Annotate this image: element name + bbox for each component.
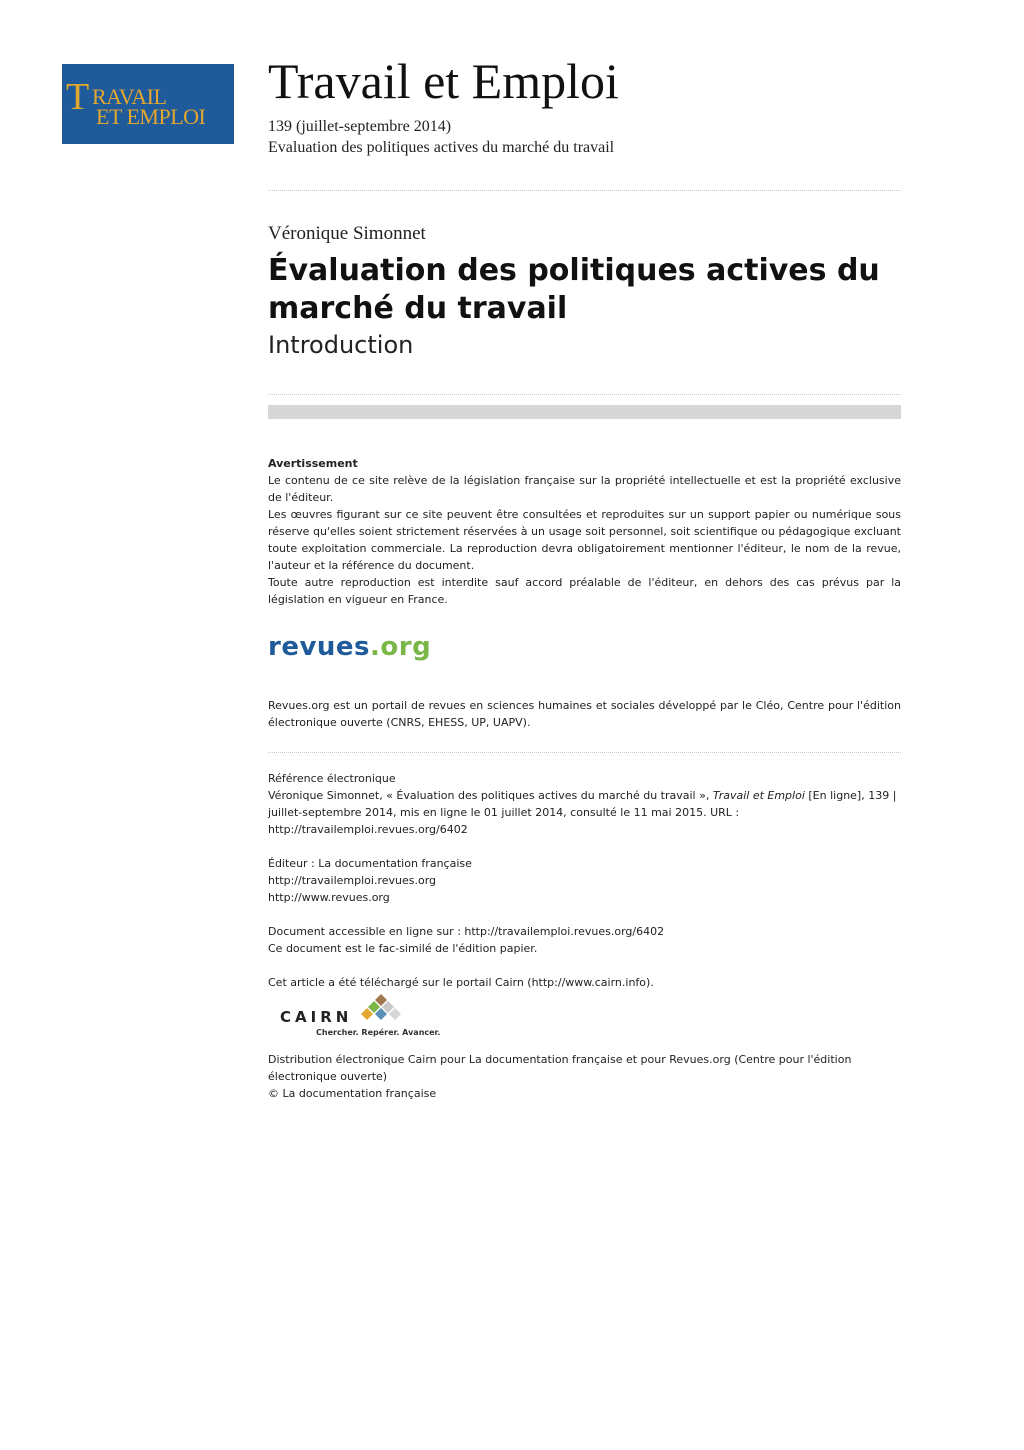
journal-logo-line1: RAVAIL [92,84,167,109]
cairn-logo-text: CAIRN [280,1008,353,1026]
warning-notice [268,455,901,608]
editor-line: Éditeur : La documentation française [268,857,472,870]
revues-url-link[interactable]: http://www.revues.org [268,891,390,904]
article-subtitle: Introduction [268,331,414,359]
distribution-notice [268,1051,901,1102]
warning-paragraph: Toute autre reproduction est interdite sauf accord préalable de l'éditeur, en dehors des cas prévus par la législation en vigueur en France. [268,576,901,606]
divider [268,394,901,395]
divider [268,752,901,753]
article-title: Évaluation des politiques actives du marché du travail [268,253,880,326]
revues-logo-org: org [380,632,432,662]
journal-title: Travail et Emploi [268,53,619,109]
divider [268,190,901,191]
issue-theme: Evaluation des politiques actives du marché du travail [268,139,615,156]
reference-label: Référence électronique [268,772,396,785]
accessible-online: Document accessible en ligne sur : http://travailemploi.revues.org/6402 [268,925,665,938]
warning-paragraph: Les œuvres figurant sur ce site peuvent être consultées et reproduites sur un support papier ou numérique sous réserve qu'elles soient strictement réservées à un usage soit personnel, soit scientifique ou pédagogique excluant toute exploitation commerciale. La reproduction devra obligatoirement mentionner l'éditeur, le nom de la revue, l'auteur et la référence du document. [268,508,901,572]
revues-org-logo[interactable] [268,632,431,662]
journal-url-link[interactable]: http://travailemploi.revues.org [268,874,437,887]
journal-logo-line2: ET EMPLOI [96,104,206,129]
cairn-tagline: Chercher. Repérer. Avancer. [316,1028,441,1037]
journal-logo-initial: T [66,76,90,118]
revues-description: Revues.org est un portail de revues en sciences humaines et sociales développé par le Cléo, Centre pour l'édition électronique ouverte (CNRS, EHESS, UP, UAPV). [268,699,901,729]
grey-banner [268,405,901,419]
citation-details: [En ligne], 139 | juillet-septembre 2014, mis en ligne le 01 juillet 2014, consulté le 11 mai 2015. URL : http://travailemploi.revues.org/6402 [268,789,897,836]
citation-text: Véronique Simonnet, « Évaluation des politiques actives du marché du travail », [268,789,713,802]
article-author: Véronique Simonnet [268,223,426,244]
distribution-text: Distribution électronique Cairn pour La documentation française et pour Revues.org (Centre pour l'édition électronique ouverte) [268,1053,852,1083]
journal-logo [62,64,234,144]
warning-paragraph: Le contenu de ce site relève de la législation française sur la propriété intellectuelle et est la propriété exclusive de l'éditeur. [268,474,901,504]
cairn-logo[interactable] [278,994,448,1042]
revues-logo-text: revues [268,632,371,662]
issue-number: 139 (juillet-septembre 2014) [268,118,452,135]
revues-logo-dot: . [370,632,381,662]
download-note: Cet article a été téléchargé sur le portail Cairn (http://www.cairn.info). [268,976,654,989]
facsimile-note: Ce document est le fac-similé de l'édition papier. [268,942,538,955]
reference-block [268,770,901,991]
warning-heading: Avertissement [268,457,358,470]
citation [268,787,901,838]
citation-journal: Travail et Emploi [712,789,805,802]
cairn-diamonds-icon [358,994,404,1026]
copyright: © La documentation française [268,1087,437,1100]
